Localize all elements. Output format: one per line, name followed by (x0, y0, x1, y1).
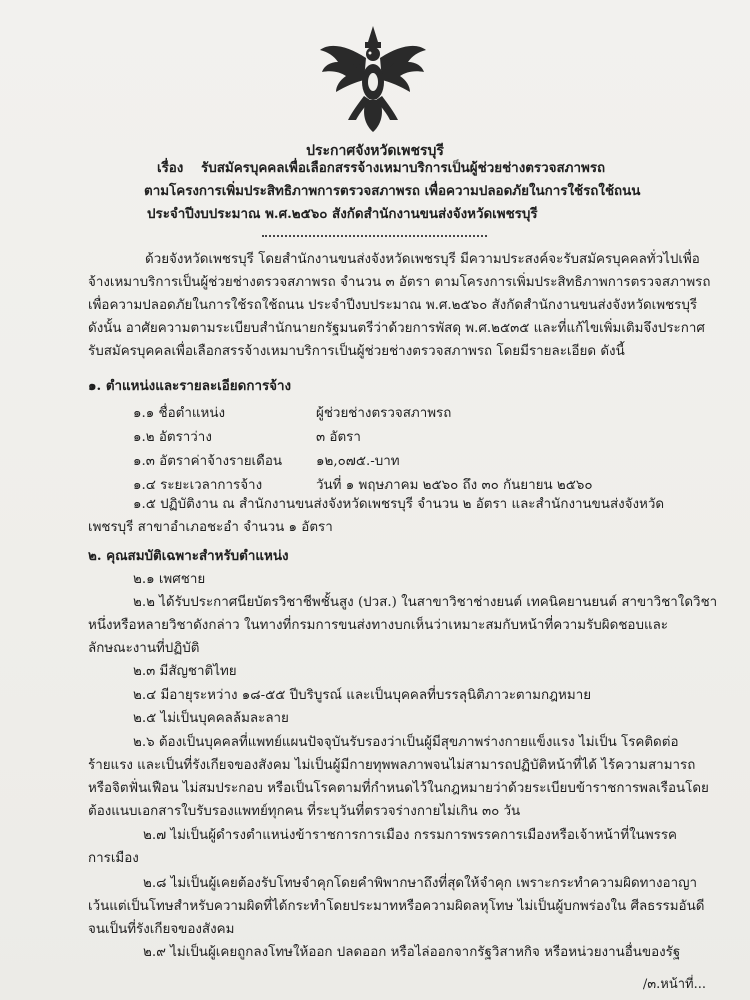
subject-line-3: ประจำปีงบประมาณ พ.ศ.๒๕๖๐ สังกัดสำนักงานขนส่งจังหวัดเพชรบุรี (147, 206, 538, 222)
item-1-5-line-1: ๑.๕ ปฏิบัติงาน ณ สำนักงานขนส่งจังหวัดเพชรบุรี จำนวน ๒ อัตรา และสำนักงานขนส่งจังหวัด (133, 497, 665, 512)
garuda-emblem (318, 24, 428, 134)
item-1-3-value: ๑๒,๐๗๕.-บาท (316, 454, 400, 469)
item-2-6-line-3: หรือจิตฟั่นเฟือน ไม่สมประกอบ หรือเป็นโรคตามที่กำหนดไว้ในกฎหมายว่าด้วยระเบียบข้าราชการพลเรือนโดย (88, 781, 709, 796)
section-2-heading: ๒. คุณสมบัติเฉพาะสำหรับตำแหน่ง (88, 548, 289, 564)
item-1-4-label: ๑.๔ ระยะเวลาการจ้าง (133, 478, 263, 493)
divider-dotted (262, 235, 487, 237)
item-2-8-line-1: ๒.๘ ไม่เป็นผู้เคยต้องรับโทษจำคุกโดยคำพิพากษาถึงที่สุดให้จำคุก เพราะกระทำความผิดทางอาญา (143, 876, 698, 891)
item-2-4: ๒.๔ มีอายุระหว่าง ๑๘-๕๕ ปีบริบูรณ์ และเป็นบุคคลที่บรรลุนิติภาวะตามกฎหมาย (133, 688, 592, 703)
intro-line-5: รับสมัครบุคคลเพื่อเลือกสรรจ้างเหมาบริการเป็นผู้ช่วยช่างตรวจสภาพรถ โดยมีรายละเอียด ดังนี้ (88, 344, 625, 359)
item-2-7-line-1: ๒.๗ ไม่เป็นผู้ดำรงตำแหน่งข้าราชการการเมือง กรรมการพรรคการเมืองหรือเจ้าหน้าที่ในพรรค (143, 828, 678, 843)
announcement-title: ประกาศจังหวัดเพชรบุรี (306, 143, 444, 159)
next-page-note: /๓.หน้าที่... (642, 977, 706, 992)
intro-line-4: ดังนั้น อาศัยความตามระเบียบสำนักนายกรัฐมนตรีว่าด้วยการพัสดุ พ.ศ.๒๕๓๕ และที่แก้ไขเพิ่มเติมจึงประกาศ (88, 321, 705, 336)
item-2-6-line-4: ต้องแนบเอกสารใบรับรองแพทย์ทุกคน ที่ระบุวันที่ตรวจร่างกายไม่เกิน ๓๐ วัน (88, 804, 521, 819)
item-1-2-value: ๓ อัตรา (316, 430, 361, 445)
item-2-6-line-1: ๒.๖ ต้องเป็นบุคคลที่แพทย์แผนปัจจุบันรับรองว่าเป็นผู้มีสุขภาพร่างกายแข็งแรง ไม่เป็น โรคติดต่อ (133, 735, 679, 750)
item-2-3: ๒.๓ มีสัญชาติไทย (133, 664, 237, 679)
subject-line-1: รับสมัครบุคคลเพื่อเลือกสรรจ้างเหมาบริการเป็นผู้ช่วยช่างตรวจสภาพรถ (201, 160, 606, 176)
item-2-1: ๒.๑ เพศชาย (133, 572, 206, 587)
item-2-6-line-2: ร้ายแรง และเป็นที่รังเกียจของสังคม ไม่เป็นผู้มีกายทุพพลภาพจนไม่สามารถปฏิบัติหน้าที่ได้ ไร้ความสามารถ (88, 758, 696, 773)
item-2-2-line-3: ลักษณะงานที่ปฏิบัติ (88, 641, 200, 656)
item-2-9: ๒.๙ ไม่เป็นผู้เคยถูกลงโทษให้ออก ปลดออก หรือไล่ออกจากรัฐวิสาหกิจ หรือหน่วยงานอื่นของรัฐ (143, 945, 681, 960)
item-1-5-line-2: เพชรบุรี สาขาอำเภอชะอำ จำนวน ๑ อัตรา (88, 520, 333, 535)
item-1-3-label: ๑.๓ อัตราค่าจ้างรายเดือน (133, 454, 283, 469)
subject-line-2: ตามโครงการเพิ่มประสิทธิภาพการตรวจสภาพรถ เพื่อความปลอดภัยในการใช้รถใช้ถนน (144, 183, 641, 199)
intro-line-2: จ้างเหมาบริการเป็นผู้ช่วยช่างตรวจสภาพรถ จำนวน ๓ อัตรา ตามโครงการเพิ่มประสิทธิภาพการตรวจสภาพรถ (88, 275, 711, 290)
intro-line-3: เพื่อความปลอดภัยในการใช้รถใช้ถนน ประจำปีงบประมาณ พ.ศ.๒๕๖๐ สังกัดสำนักงานขนส่งจังหวัดเพชรบุรี (88, 298, 698, 313)
intro-line-1: ด้วยจังหวัดเพชรบุรี โดยสำนักงานขนส่งจังหวัดเพชรบุรี มีความประสงค์จะรับสมัครบุคคลทั่วไปเพื่อ (145, 252, 700, 267)
item-2-2-line-1: ๒.๒ ได้รับประกาศนียบัตรวิชาชีพชั้นสูง (ปวส.) ในสาขาวิชาช่างยนต์ เทคนิคยานยนต์ สาขาวิชาใดวิชา (133, 595, 718, 610)
item-1-2-label: ๑.๒ อัตราว่าง (133, 430, 212, 445)
item-1-4-value: วันที่ ๑ พฤษภาคม ๒๕๖๐ ถึง ๓๐ กันยายน ๒๕๖๐ (316, 478, 593, 493)
subject-label: เรื่อง (157, 160, 184, 176)
section-1-heading: ๑. ตำแหน่งและรายละเอียดการจ้าง (88, 378, 292, 394)
item-2-8-line-3: จนเป็นที่รังเกียจของสังคม (88, 922, 235, 937)
item-1-1-label: ๑.๑ ชื่อตำแหน่ง (133, 406, 226, 421)
item-2-5: ๒.๕ ไม่เป็นบุคคลล้มละลาย (133, 711, 289, 726)
item-2-8-line-2: เว้นแต่เป็นโทษสำหรับความผิดที่ได้กระทำโดยประมาทหรือความผิดลหุโทษ ไม่เป็นผู้บกพร่องใน ศีลธรรมอันดี (88, 899, 705, 914)
item-2-7-line-2: การเมือง (88, 851, 139, 866)
item-2-2-line-2: หนึ่งหรือหลายวิชาดังกล่าว ในทางที่กรมการขนส่งทางบกเห็นว่าเหมาะสมกับหน้าที่ความรับผิดชอบและ (88, 618, 668, 633)
item-1-1-value: ผู้ช่วยช่างตรวจสภาพรถ (316, 406, 452, 421)
